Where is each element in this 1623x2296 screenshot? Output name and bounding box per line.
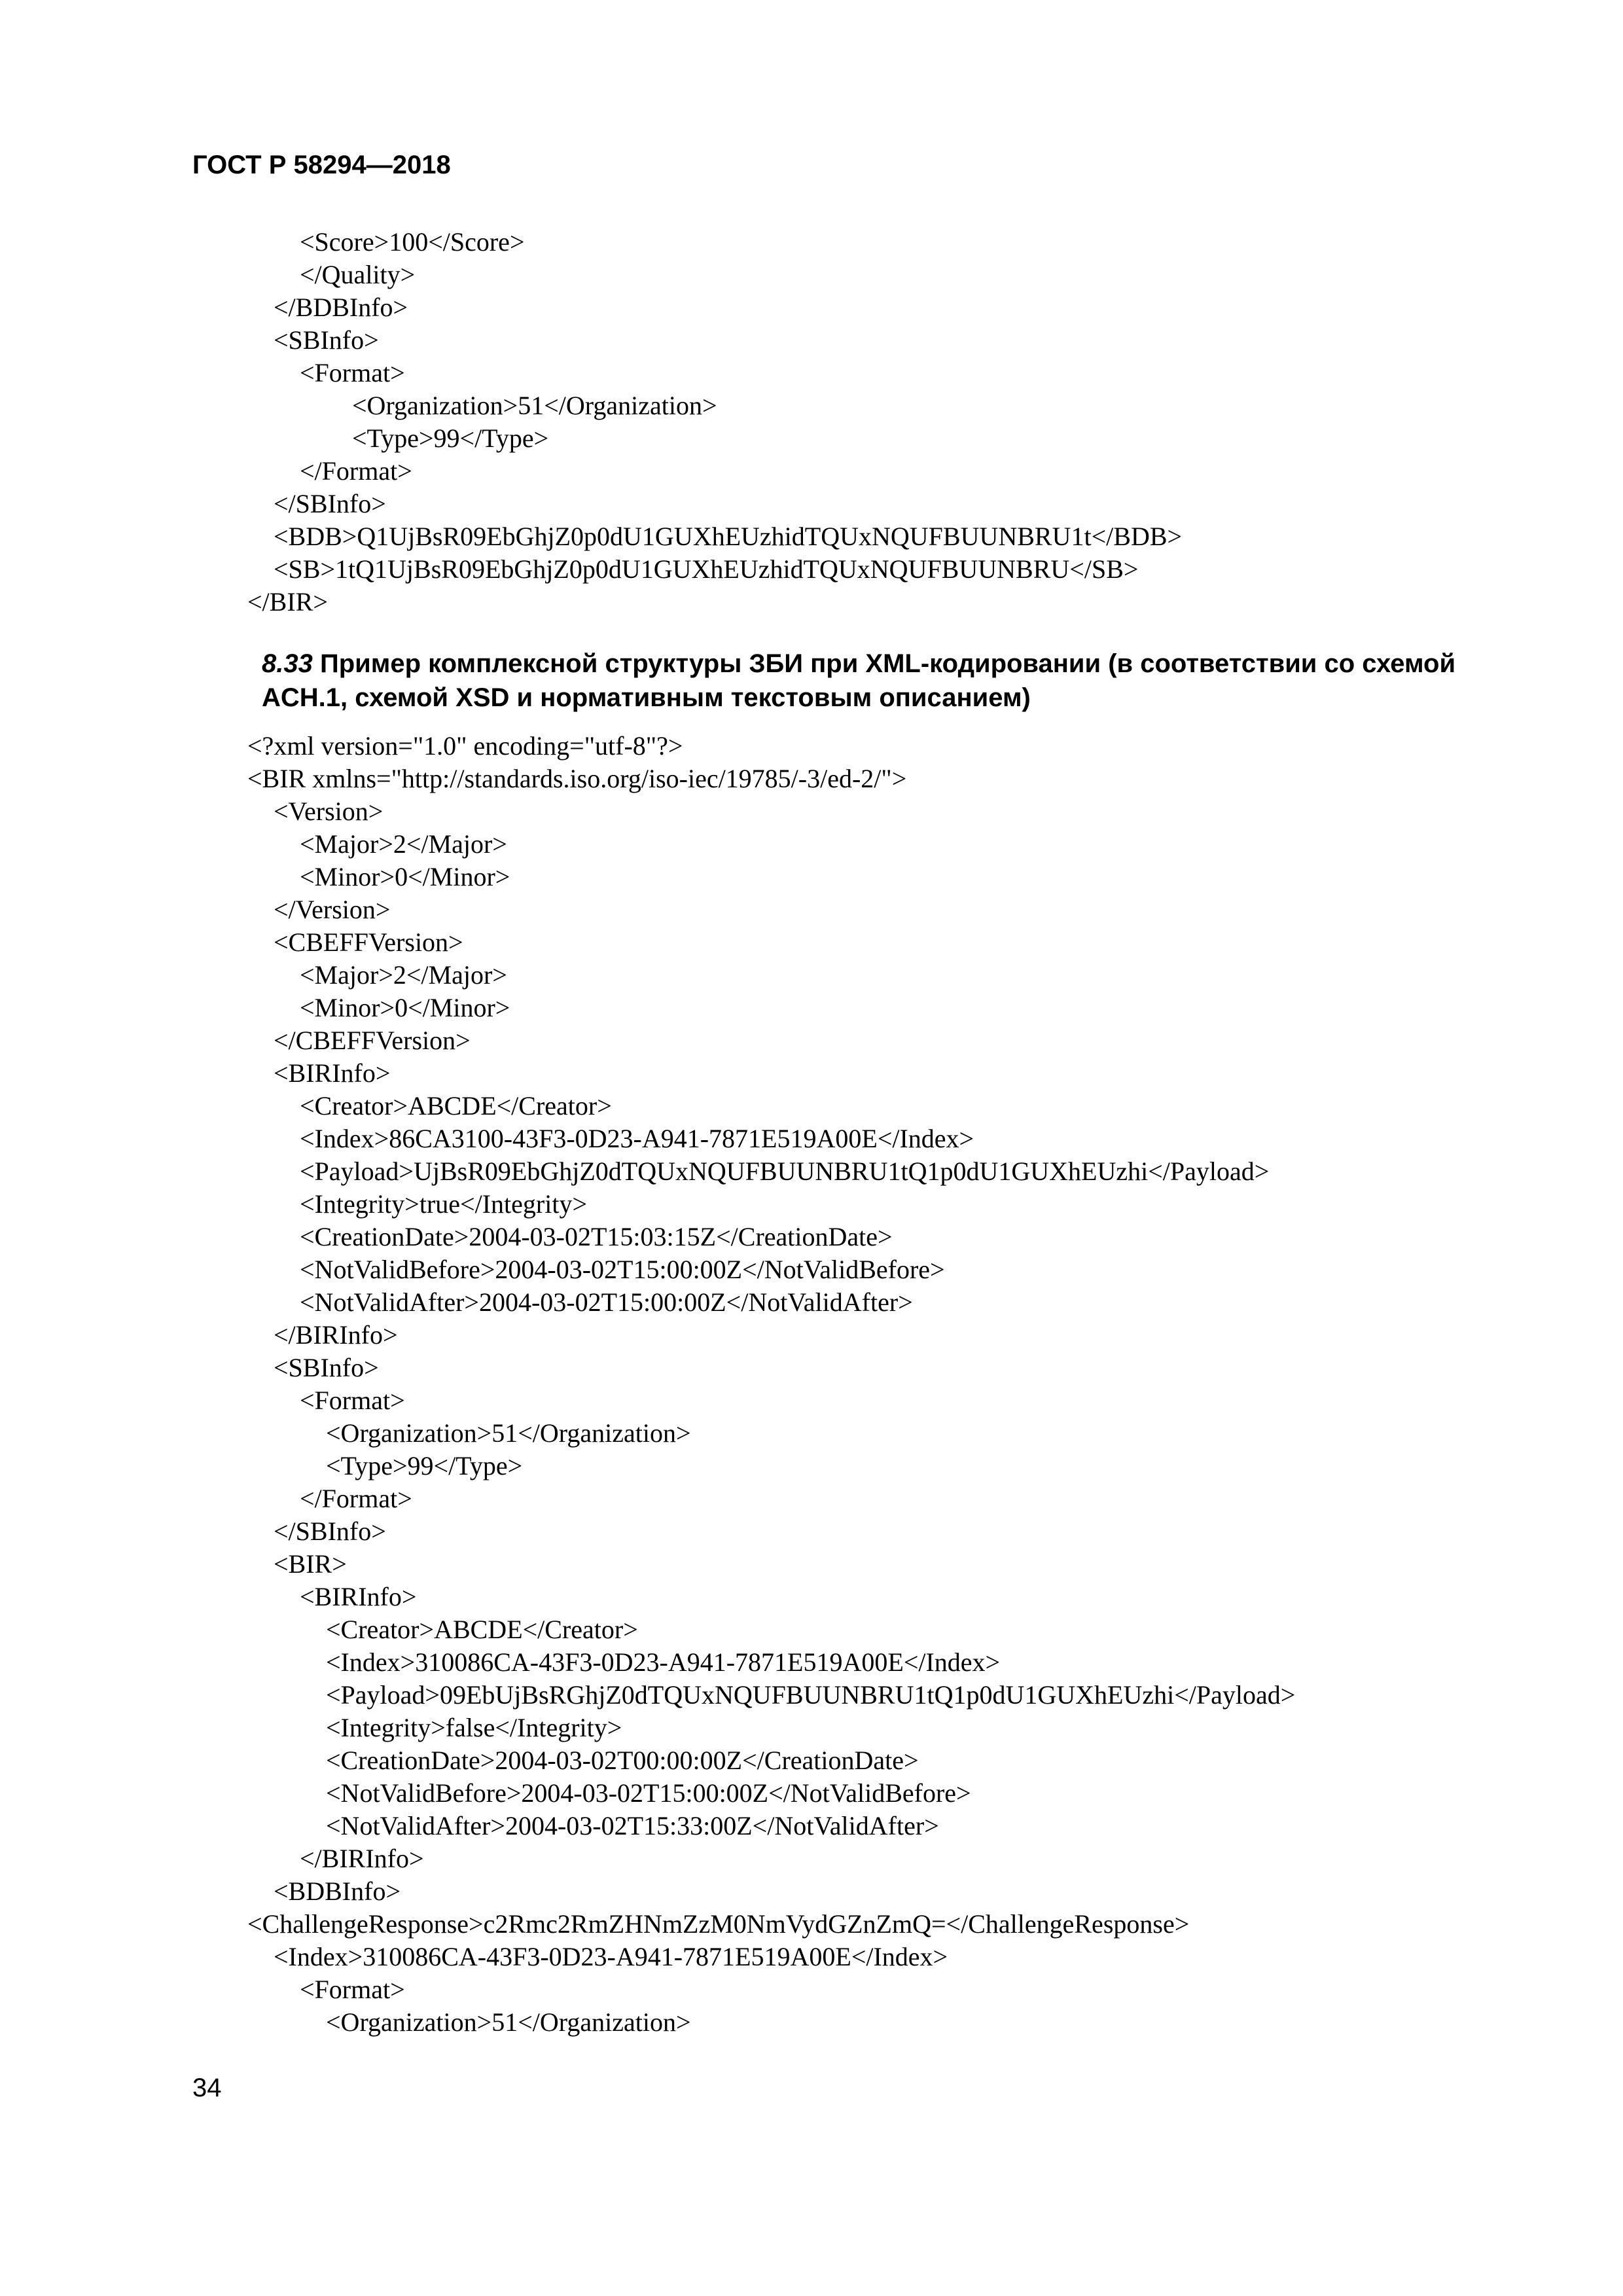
code-line: <Major>2</Major>	[247, 829, 507, 859]
code-line: <Organization>51</Organization>	[247, 1418, 691, 1448]
code-line: <SB>1tQ1UjBsR09EbGhjZ0p0dU1GUXhEUzhidTQUxNQUFBUUNBRU</SB>	[247, 554, 1139, 584]
code-line: <Organization>51</Organization>	[247, 2007, 691, 2037]
document-header: ГОСТ Р 58294—2018	[192, 151, 451, 179]
code-line: <Minor>0</Minor>	[247, 862, 510, 891]
code-line: <Integrity>false</Integrity>	[247, 1713, 622, 1742]
code-line: <Major>2</Major>	[247, 960, 507, 990]
code-line: </BDBInfo>	[247, 293, 408, 322]
code-line: </BIRInfo>	[247, 1320, 398, 1350]
section-title-part-2: ACH.1, схемой XSD и нормативным текстовым описанием)	[262, 683, 1031, 712]
section-heading-line-1	[262, 647, 1531, 681]
code-line: <SBInfo>	[247, 325, 379, 355]
code-line: <NotValidBefore>2004-03-02T15:00:00Z</NotValidBefore>	[247, 1255, 945, 1284]
code-line: <Creator>ABCDE</Creator>	[247, 1091, 612, 1121]
code-line: <CreationDate>2004-03-02T00:00:00Z</CreationDate>	[247, 1746, 919, 1775]
code-line: <Version>	[247, 797, 383, 826]
code-line: </Quality>	[247, 260, 416, 289]
code-line: <SBInfo>	[247, 1353, 379, 1382]
code-line: <Creator>ABCDE</Creator>	[247, 1615, 638, 1644]
code-line: <Index>310086CA-43F3-0D23-A941-7871E519A00E</Index>	[247, 1647, 1001, 1677]
code-line: <BDBInfo>	[247, 1876, 401, 1906]
section-number: 8.33	[262, 649, 313, 678]
code-line: <CBEFFVersion>	[247, 927, 463, 957]
code-line: <Index>86CA3100-43F3-0D23-A941-7871E519A00E</Index>	[247, 1124, 974, 1153]
code-line: <ChallengeResponse>c2Rmc2RmZHNmZzM0NmVydGZnZmQ=</ChallengeResponse>	[247, 1909, 1190, 1939]
code-line: <Format>	[247, 1975, 405, 2004]
code-line: </SBInfo>	[247, 1516, 386, 1546]
code-line: </Version>	[247, 895, 391, 924]
code-line: <NotValidAfter>2004-03-02T15:00:00Z</NotValidAfter>	[247, 1287, 913, 1317]
code-line: <Format>	[247, 358, 405, 387]
code-line: <Payload>UjBsR09EbGhjZ0dTQUxNQUFBUUNBRU1tQ1p0dU1GUXhEUzhi</Payload>	[247, 1157, 1270, 1186]
xml-code-block-continued	[247, 226, 1182, 619]
code-line: <NotValidAfter>2004-03-02T15:33:00Z</NotValidAfter>	[247, 1811, 939, 1840]
code-line: <Payload>09EbUjBsRGhjZ0dTQUxNQUFBUUNBRU1tQ1p0dU1GUXhEUzhi</Payload>	[247, 1680, 1296, 1710]
code-line: <Type>99</Type>	[247, 423, 549, 453]
xml-code-block-example	[247, 730, 1295, 2039]
code-line: <Format>	[247, 1386, 405, 1415]
code-line: </BIRInfo>	[247, 1844, 424, 1873]
code-line: </Format>	[247, 456, 412, 486]
code-line: <CreationDate>2004-03-02T15:03:15Z</CreationDate>	[247, 1222, 893, 1251]
code-line: <Organization>51</Organization>	[247, 391, 717, 420]
code-line: </BIR>	[247, 587, 328, 617]
code-line: <Type>99</Type>	[247, 1451, 523, 1480]
section-heading	[262, 647, 1531, 715]
section-title-part-1: Пример комплексной структуры ЗБИ при XML-кодировании (в соответствии со схемой	[312, 649, 1456, 678]
code-line: </CBEFFVersion>	[247, 1026, 471, 1055]
code-line: <?xml version="1.0" encoding="utf-8"?>	[247, 731, 683, 761]
code-line: <Integrity>true</Integrity>	[247, 1189, 588, 1219]
code-line: <BIR xmlns="http://standards.iso.org/iso-iec/19785/-3/ed-2/">	[247, 764, 907, 793]
code-line: <Score>100</Score>	[247, 227, 525, 257]
code-line: </Format>	[247, 1484, 412, 1513]
page-number: 34	[192, 2073, 222, 2102]
code-line: <Index>310086CA-43F3-0D23-A941-7871E519A00E</Index>	[247, 1942, 948, 1971]
code-line: </SBInfo>	[247, 489, 386, 518]
code-line: <Minor>0</Minor>	[247, 993, 510, 1022]
code-line: <NotValidBefore>2004-03-02T15:00:00Z</NotValidBefore>	[247, 1778, 971, 1808]
code-line: <BDB>Q1UjBsR09EbGhjZ0p0dU1GUXhEUzhidTQUxNQUFBUUNBRU1t</BDB>	[247, 522, 1183, 551]
code-line: <BIRInfo>	[247, 1058, 391, 1088]
code-line: <BIRInfo>	[247, 1582, 417, 1611]
code-line: <BIR>	[247, 1549, 347, 1579]
